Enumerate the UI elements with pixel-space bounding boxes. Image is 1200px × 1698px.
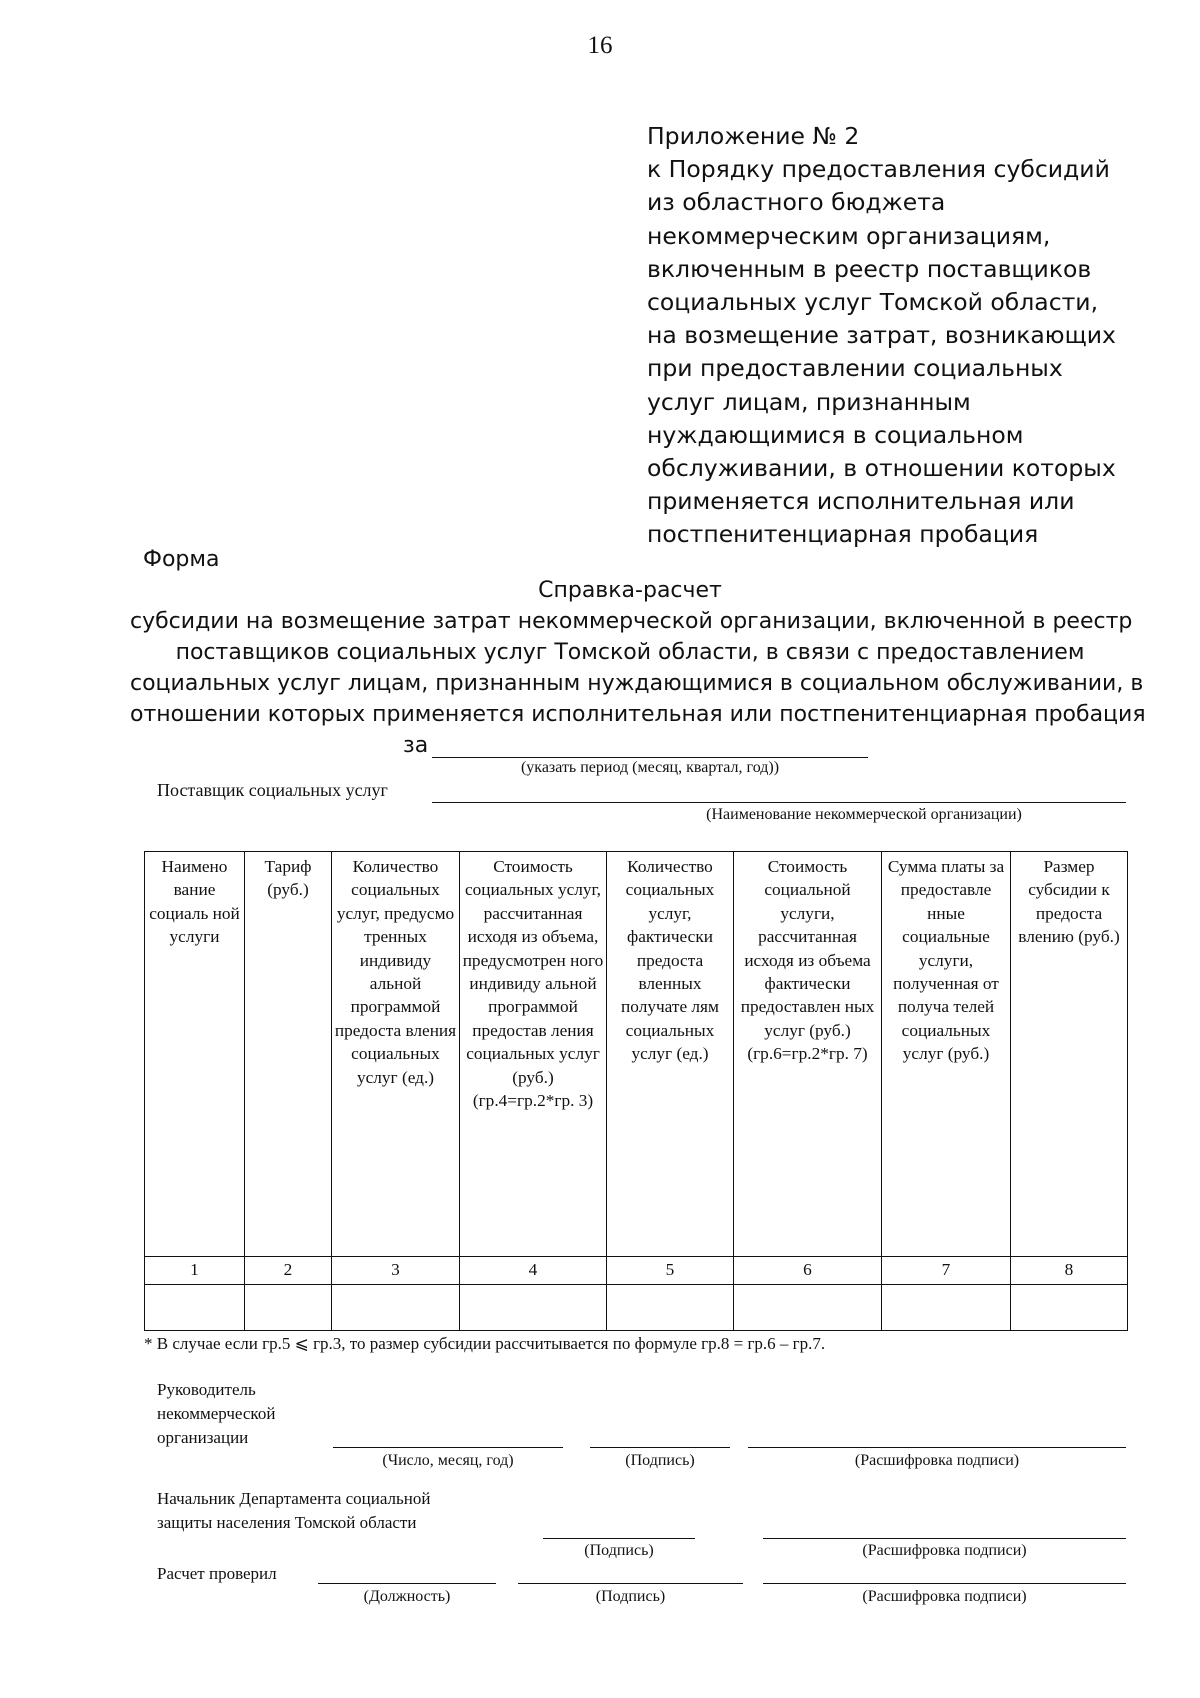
head-title — [157, 1378, 275, 1450]
table-row — [145, 1285, 1128, 1331]
column-number: 2 — [245, 1257, 332, 1285]
column-number: 5 — [607, 1257, 734, 1285]
form-label: Форма — [143, 547, 220, 572]
document-title — [130, 575, 1146, 730]
head-title-line: некоммерческой — [157, 1404, 276, 1423]
title-line: поставщиков социальных услуг Томской области, в связи с предоставлением — [175, 640, 1085, 665]
checked-signature-field[interactable] — [518, 1583, 743, 1584]
footnote: * В случае если гр.5 ⩽ гр.3, то размер субсидии рассчитывается по формуле гр.8 = гр.6 – гр.7. — [144, 1334, 826, 1353]
table-header-row — [145, 852, 1128, 1257]
dept-name-field[interactable] — [763, 1538, 1126, 1539]
calculation-table — [144, 851, 1128, 1331]
dept-title-line: защиты населения Томской области — [157, 1513, 417, 1532]
table-cell[interactable] — [734, 1285, 882, 1331]
appendix-line: услуг лицам, признанным — [647, 387, 971, 416]
period-hint: (указать период (месяц, квартал, год)) — [520, 759, 780, 776]
column-number: 7 — [882, 1257, 1011, 1285]
title-line: социальных услуг лицам, признанным нуждающимися в социальном обслуживании, в — [130, 671, 1144, 696]
appendix-line: Приложение № 2 — [647, 122, 860, 150]
title-line: субсидии на возмещение затрат некоммерческой организации, включенной в реестр — [130, 609, 1133, 634]
table-cell[interactable] — [607, 1285, 734, 1331]
appendix-line: на возмещение затрат, возникающих — [647, 321, 1116, 350]
table-cell[interactable] — [145, 1285, 245, 1331]
appendix-line: нуждающимися в социальном — [647, 420, 1024, 449]
head-name-field[interactable] — [748, 1447, 1126, 1448]
title-line: отношении которых применяется исполнительная или постпенитенциарная пробация — [130, 702, 1146, 727]
provider-label: Поставщик социальных услуг — [157, 780, 388, 800]
head-signature-caption: (Подпись) — [625, 1452, 695, 1469]
checked-label: Расчет проверил — [157, 1564, 277, 1583]
appendix-line: к Порядку предоставления субсидий — [647, 155, 1110, 184]
checked-name-caption: (Расшифровка подписи) — [862, 1588, 1027, 1605]
provider-hint: (Наименование некоммерческой организации) — [706, 806, 1022, 823]
column-number: 8 — [1011, 1257, 1128, 1285]
head-date-caption: (Число, месяц, год) — [382, 1452, 514, 1469]
dept-name-caption: (Расшифровка подписи) — [862, 1542, 1027, 1559]
checked-position-caption: (Должность) — [363, 1588, 451, 1605]
column-header: Стоимость социальной услуги, рассчитанная исходя из объема фактически предоставлен ных услуг (руб.) (гр.6=гр.2*гр. 7) — [734, 852, 882, 1257]
head-date-field[interactable] — [333, 1447, 563, 1448]
period-label: за — [403, 733, 429, 758]
column-header: Сумма платы за предоставле нные социальные услуги, полученная от получа телей социальных услуг (руб.) — [882, 852, 1011, 1257]
appendix-line: постпенитенциарная пробация — [647, 520, 1039, 549]
checked-position-field[interactable] — [318, 1583, 496, 1584]
appendix-line: применяется исполнительная или — [647, 487, 1075, 516]
title-heading: Справка-расчет — [538, 578, 722, 603]
dept-title — [157, 1487, 430, 1535]
column-header: Тариф (руб.) — [245, 852, 332, 1257]
column-header: Количество социальных услуг, предусмо тренных индивиду альной программой предоста вления социальных услуг (ед.) — [332, 852, 460, 1257]
column-header: Стоимость социальных услуг, рассчитанная исходя из объема, предусмотрен ного индивиду альной программой предостав ления социальных услуг (руб.) (гр.4=гр.2*гр. 3) — [460, 852, 607, 1257]
period-field[interactable] — [432, 757, 868, 758]
column-number: 4 — [460, 1257, 607, 1285]
appendix-line: при предоставлении социальных — [647, 354, 1063, 383]
column-number: 1 — [145, 1257, 245, 1285]
column-header: Размер субсидии к предоста влению (руб.) — [1011, 852, 1128, 1257]
head-title-line: Руководитель — [157, 1380, 256, 1399]
table-cell[interactable] — [460, 1285, 607, 1331]
page-number: 16 — [587, 32, 613, 59]
table-cell[interactable] — [245, 1285, 332, 1331]
appendix-line: включенным в реестр поставщиков — [647, 254, 1092, 283]
appendix-line: социальных услуг Томской области, — [647, 288, 1099, 317]
dept-signature-field[interactable] — [543, 1538, 695, 1539]
table-cell[interactable] — [1011, 1285, 1128, 1331]
dept-title-line: Начальник Департамента социальной — [157, 1489, 431, 1508]
appendix-line: некоммерческим организациям, — [647, 221, 1051, 250]
checked-name-field[interactable] — [763, 1583, 1126, 1584]
column-number: 6 — [734, 1257, 882, 1285]
appendix-block — [647, 120, 1167, 552]
head-title-line: организации — [157, 1428, 249, 1447]
table-cell[interactable] — [332, 1285, 460, 1331]
head-signature-field[interactable] — [590, 1447, 730, 1448]
table-cell[interactable] — [882, 1285, 1011, 1331]
column-header: Количество социальных услуг, фактически предоста вленных получате лям социальных услуг (ед.) — [607, 852, 734, 1257]
provider-field[interactable] — [432, 802, 1126, 803]
appendix-line: обслуживании, в отношении которых — [647, 454, 1116, 483]
column-numbers-row — [145, 1257, 1128, 1285]
dept-signature-caption: (Подпись) — [584, 1542, 654, 1559]
head-name-caption: (Расшифровка подписи) — [854, 1452, 1020, 1469]
column-number: 3 — [332, 1257, 460, 1285]
appendix-line: из областного бюджета — [647, 188, 946, 217]
checked-signature-caption: (Подпись) — [595, 1588, 666, 1605]
column-header: Наимено вание социаль ной услуги — [145, 852, 245, 1257]
